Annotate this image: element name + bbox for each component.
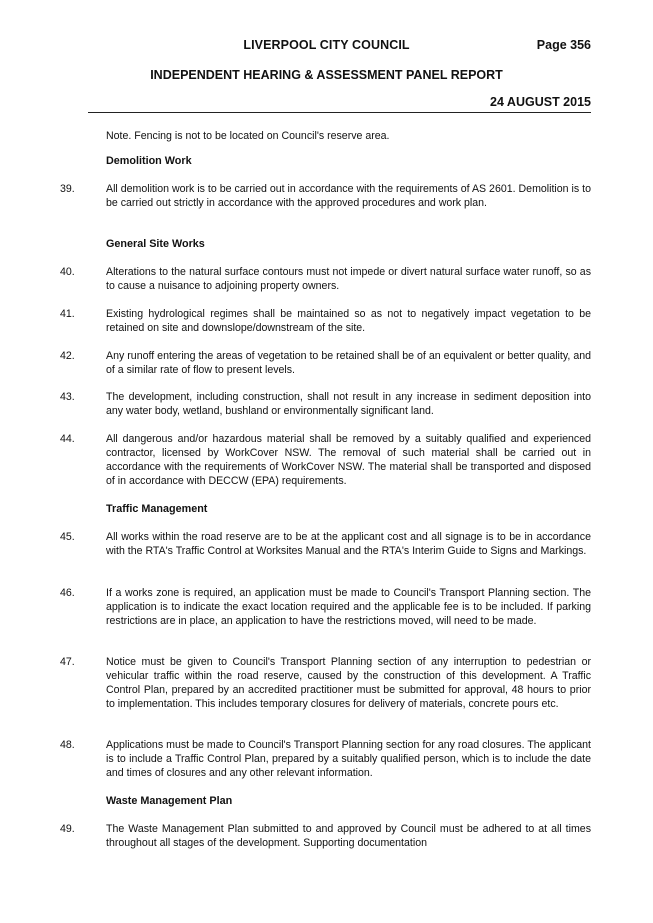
condition-item	[60, 432, 591, 488]
condition-item	[60, 182, 591, 210]
condition-number: 48.	[60, 739, 75, 751]
condition-text: Alterations to the natural surface contours must not impede or divert natural surface water runoff, so as to cause a nuisance to adjoining property owners.	[106, 266, 591, 292]
condition-item	[60, 530, 591, 558]
section-heading-general: General Site Works	[106, 238, 205, 250]
condition-text: The development, including construction, shall not result in any increase in sediment deposition into any water body, wetland, bushland or environmentally significant land.	[106, 391, 591, 417]
page-number: Page 356	[536, 38, 591, 52]
condition-text: All demolition work is to be carried out in accordance with the requirements of AS 2601. Demolition is to be carried out strictly in accordance with the approved procedures and work plan.	[106, 183, 591, 209]
condition-text: Notice must be given to Council's Transport Planning section of any interruption to pedestrian or vehicular traffic within the road reserve, caused by the construction of this development. A Traffic Control Plan, prepared by an accredited practitioner must be submitted for approval, 48 hours to prior to implementation. This includes temporary closures for delivery of materials, concrete pours etc.	[106, 656, 591, 710]
header-divider	[88, 112, 591, 113]
condition-text: The Waste Management Plan submitted to and approved by Council must be adhered to at all times throughout all stages of the development. Supporting documentation	[106, 823, 591, 849]
condition-number: 45.	[60, 531, 75, 543]
condition-item	[60, 586, 591, 628]
condition-item	[60, 655, 591, 711]
condition-item	[60, 349, 591, 377]
condition-number: 41.	[60, 308, 75, 320]
condition-text: Applications must be made to Council's Transport Planning section for any road closures. The applicant is to include a Traffic Control Plan, prepared by a suitably qualified person, which is to include the date and times of closures and any other relevant information.	[106, 739, 591, 779]
section-heading-traffic: Traffic Management	[106, 503, 208, 515]
condition-item	[60, 738, 591, 780]
fencing-note: Note. Fencing is not to be located on Council's reserve area.	[106, 130, 390, 142]
condition-item	[60, 265, 591, 293]
condition-number: 46.	[60, 587, 75, 599]
condition-number: 43.	[60, 391, 75, 403]
condition-item	[60, 307, 591, 335]
condition-item	[60, 822, 591, 850]
condition-text: All works within the road reserve are to be at the applicant cost and all signage is to be in accordance with the RTA's Traffic Control at Worksites Manual and the RTA's Interim Guide to Signs and Markings.	[106, 531, 591, 557]
condition-text: Any runoff entering the areas of vegetation to be retained shall be of an equivalent or better quality, and of a similar rate of flow to present levels.	[106, 350, 591, 376]
condition-number: 42.	[60, 350, 75, 362]
section-heading-waste: Waste Management Plan	[106, 795, 233, 807]
condition-number: 39.	[60, 183, 75, 195]
condition-number: 47.	[60, 656, 75, 668]
condition-item	[60, 390, 591, 418]
report-title: INDEPENDENT HEARING & ASSESSMENT PANEL REPORT	[150, 68, 503, 82]
council-name: LIVERPOOL CITY COUNCIL	[243, 38, 410, 52]
report-date: 24 AUGUST 2015	[490, 95, 591, 109]
condition-text: If a works zone is required, an application must be made to Council's Transport Planning section. The application is to indicate the exact location required and the applicable fee is to be included. If parking restrictions are in place, an application to have the restrictions moved, will need to be made.	[106, 587, 591, 627]
condition-number: 44.	[60, 433, 75, 445]
condition-text: Existing hydrological regimes shall be maintained so as not to negatively impact vegetation to be retained on site and downslope/downstream of the site.	[106, 308, 591, 334]
condition-text: All dangerous and/or hazardous material shall be removed by a suitably qualified and experienced contractor, licensed by WorkCover NSW. The removal of such material shall be carried out in accordance with the requirements of WorkCover NSW. The material shall be transported and disposed of in accordance with DECCW (EPA) requirements.	[106, 433, 591, 487]
condition-number: 40.	[60, 266, 75, 278]
condition-number: 49.	[60, 823, 75, 835]
section-heading-demolition: Demolition Work	[106, 155, 192, 167]
